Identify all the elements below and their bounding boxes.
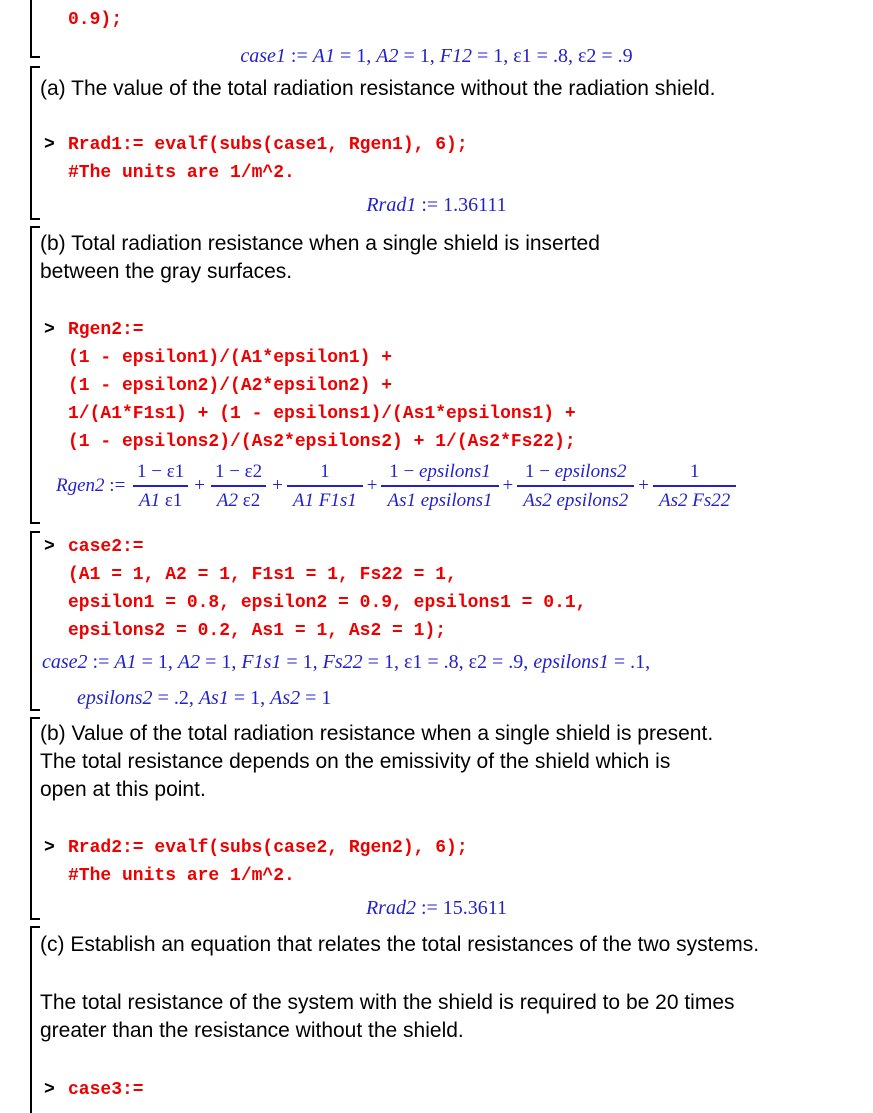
maple-input-line[interactable] [44,591,586,615]
plus-operator: + [366,475,378,496]
code-text: Rrad1:= evalf(subs(case1, Rgen1), 6); [68,135,468,155]
text-paragraph[interactable]: (b) Value of the total radiation resistance when a single shield is present. [40,722,714,745]
code-text: #The units are 1/m^2. [68,163,295,183]
plus-operator: + [272,475,283,496]
code-text: 0.9); [68,10,123,30]
fraction-denominator: As1 epsilons1 [381,485,498,514]
maple-input-line[interactable] [44,836,468,860]
fraction [287,458,363,514]
fraction-denominator: A1 F1s1 [287,485,363,514]
prompt: > [44,838,55,858]
fraction-numerator: 1 − ε1 [137,461,185,482]
code-text: Rrad2:= evalf(subs(case2, Rgen2), 6); [68,838,468,858]
code-text: epsilons2 = 0.2, As1 = 1, As2 = 1); [68,621,447,641]
code-text: (A1 = 1, A2 = 1, F1s1 = 1, Fs22 = 1, [68,565,457,585]
plus-operator: + [638,475,649,496]
prompt: > [44,320,55,340]
prompt: > [44,1080,55,1100]
maple-input-line[interactable] [44,864,295,888]
text-paragraph[interactable]: The total resistance of the system with the shield is required to be 20 times [40,991,735,1014]
maple-output-rrad2: Rrad2 := 15.3611 [365,897,508,919]
maple-input-line[interactable] [44,619,446,643]
fraction-numerator: 1 − epsilons1 [389,461,491,482]
text-paragraph[interactable]: open at this point. [40,778,206,801]
prompt: > [44,537,55,557]
fraction-numerator: 1 − epsilons2 [524,461,627,482]
code-text: #The units are 1/m^2. [68,866,295,886]
plus-operator: + [502,475,514,496]
code-text: 1/(A1*F1s1) + (1 - epsilons1)/(As1*epsilons1) + [68,404,576,424]
fraction-denominator: As2 Fs22 [653,485,736,514]
maple-output-case2-line2: epsilons2 = .2, As1 = 1, As2 = 1 [77,687,332,709]
maple-output-case1: case1 := A1 = 1, A2 = 1, F12 = 1, ε1 = .8, ε2 = .9 [240,45,633,67]
maple-output-rgen2-equation [56,458,737,514]
fraction [653,458,736,514]
code-text: Rgen2:= [68,320,144,340]
fraction [517,458,634,514]
text-paragraph[interactable]: (c) Establish an equation that relates the total resistances of the two systems. [40,933,760,956]
maple-input-line[interactable] [44,8,122,32]
fraction-denominator: A2 ε2 [211,485,266,514]
fraction-numerator: 1 [320,461,330,482]
fraction-numerator: 1 − ε2 [214,461,263,482]
code-text: case2:= [68,537,144,557]
maple-input-line[interactable] [44,1078,144,1102]
execution-group-bracket [30,531,40,711]
execution-group-bracket [30,926,40,1113]
text-paragraph[interactable]: greater than the resistance without the shield. [40,1019,464,1042]
fraction-denominator: A1 ε1 [133,485,188,514]
maple-output-rrad1: Rrad1 := 1.36111 [366,194,507,216]
maple-input-line[interactable] [44,318,144,342]
code-text: (1 - epsilon2)/(A2*epsilon2) + [68,376,393,396]
fraction [131,458,190,514]
maple-input-line[interactable] [44,402,576,426]
fraction [209,458,268,514]
code-text: case3:= [68,1080,144,1100]
fraction-numerator: 1 [689,461,700,482]
maple-input-line[interactable] [44,161,295,185]
maple-input-line[interactable] [44,374,392,398]
code-text: (1 - epsilon1)/(A1*epsilon1) + [68,348,393,368]
fraction-denominator: As2 epsilons2 [517,485,634,514]
execution-group-bracket [30,226,40,524]
maple-input-line[interactable] [44,133,468,157]
maple-input-line[interactable] [44,430,576,454]
plus-operator: + [194,475,205,496]
execution-group-bracket [30,717,40,920]
maple-input-line[interactable] [44,563,457,587]
maple-input-line[interactable] [44,346,392,370]
equation-lhs: Rgen2 := [56,475,131,496]
text-paragraph[interactable]: between the gray surfaces. [40,260,293,283]
code-text: epsilon1 = 0.8, epsilon2 = 0.9, epsilons1 = 0.1, [68,593,587,613]
text-paragraph[interactable]: (a) The value of the total radiation resistance without the radiation shield. [40,77,716,100]
maple-input-line[interactable] [44,535,144,559]
maple-output-case2-line1: case2 := A1 = 1, A2 = 1, F1s1 = 1, Fs22 = 1, ε1 = .8, ε2 = .9, epsilons1 = .1, [42,651,651,673]
text-paragraph[interactable]: (b) Total radiation resistance when a single shield is inserted [40,232,600,255]
fraction [381,458,498,514]
prompt: > [44,135,55,155]
text-paragraph[interactable]: The total resistance depends on the emissivity of the shield which is [40,750,671,773]
code-text: (1 - epsilons2)/(As2*epsilons2) + 1/(As2*Fs22); [68,432,576,452]
